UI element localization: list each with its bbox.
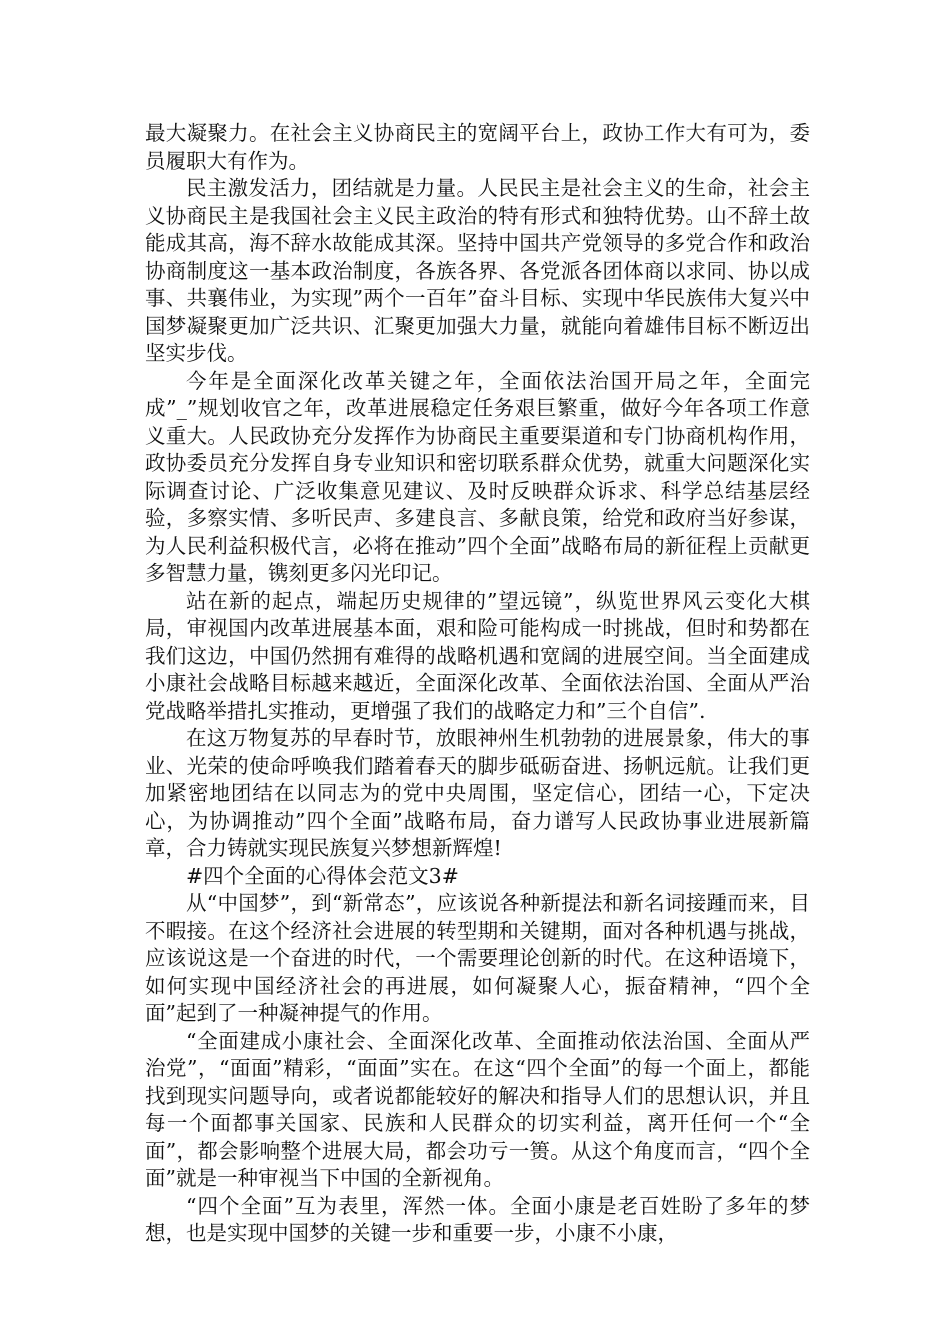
paragraph-2: 民主激发活力，团结就是力量。人民民主是社会主义的生命，社会主义协商民主是我国社会主义民主政治的特有形式和独特优势。山不辞土故能成其高，海不辞水故能成其深。坚持中国共产党领导的多党合作和政治协商制度这一基本政治制度，各族各界、各党派各团体商以求同、协以成事、共襄伟业，为实现”两个一百年”奋斗目标、实现中华民族伟大复兴中国梦凝聚更加广泛共识、汇聚更加强大力量，就能向着雄伟目标不断迈出坚实步伐。 — [145, 176, 810, 365]
document-body — [145, 120, 810, 1248]
paragraph-6: 从“中国梦”，到“新常态”，应该说各种新提法和新名词接踵而来，目不暇接。在这个经济社会进展的转型期和关键期，面对各种机遇与挑战，应该说这是一个奋进的时代，一个需要理论创新的时代。在这种语境下，如何实现中国经济社会的再进展，如何凝聚人心，振奋精神，“四个全面”起到了一种凝神提气的作用。 — [145, 891, 810, 1025]
section-heading: #四个全面的心得体会范文3# — [186, 863, 459, 888]
paragraph-3: 今年是全面深化改革关键之年，全面依法治国开局之年，全面完成”_”规划收官之年，改革进展稳定任务艰巨繁重，做好今年各项工作意义重大。人民政协充分发挥作为协商民主重要渠道和专门协商机构作用，政协委员充分发挥自身专业知识和密切联系群众优势，就重大问题深化实际调查讨论、广泛收集意见建议、及时反映群众诉求、科学总结基层经验，多察实情、多听民声、多建良言、多献良策，给党和政府当好参谋，为人民利益积极代言，必将在推动”四个全面”战略布局的新征程上贡献更多智慧力量，镌刻更多闪光印记。 — [145, 368, 810, 585]
paragraph-5: 在这万物复苏的早春时节，放眼神州生机勃勃的进展景象，伟大的事业、光荣的使命呼唤我们踏着春天的脚步砥砺奋进、扬帆远航。让我们更加紧密地团结在以同志为的党中央周围，坚定信心，团结一心，下定决心，为协调推动”四个全面”战略布局，奋力谱写人民政协事业进展新篇章，合力铸就实现民族复兴梦想新辉煌! — [145, 726, 810, 860]
paragraph-8: “四个全面”互为表里，浑然一体。全面小康是老百姓盼了多年的梦想，也是实现中国梦的关键一步和重要一步，小康不小康， — [145, 1193, 810, 1245]
paragraph-7: “全面建成小康社会、全面深化改革、全面推动依法治国、全面从严治党”，“面面”精彩，“面面”实在。在这“四个全面”的每一个面上，都能找到现实问题导向，或者说都能较好的解决和指导人们的思想认识，并且每一个面都事关国家、民族和人民群众的切实利益，离开任何一个“全面”，都会影响整个进展大局，都会功亏一篑。从这个角度而言，“四个全面”就是一种审视当下中国的全新视角。 — [145, 1028, 810, 1190]
paragraph-1: 最大凝聚力。在社会主义协商民主的宽阔平台上，政协工作大有可为，委员履职大有作为。 — [145, 121, 810, 173]
paragraph-4: 站在新的起点，端起历史规律的”望远镜”，纵览世界风云变化大棋局，审视国内改革进展基本面，艰和险可能构成一时挑战，但时和势都在我们这边，中国仍然拥有难得的战略机遇和宽阔的进展空间。当全面建成小康社会战略目标越来越近，全面深化改革、全面依法治国、全面从严治党战略举措扎实推动，更增强了我们的战略定力和”三个自信”. — [145, 588, 810, 723]
